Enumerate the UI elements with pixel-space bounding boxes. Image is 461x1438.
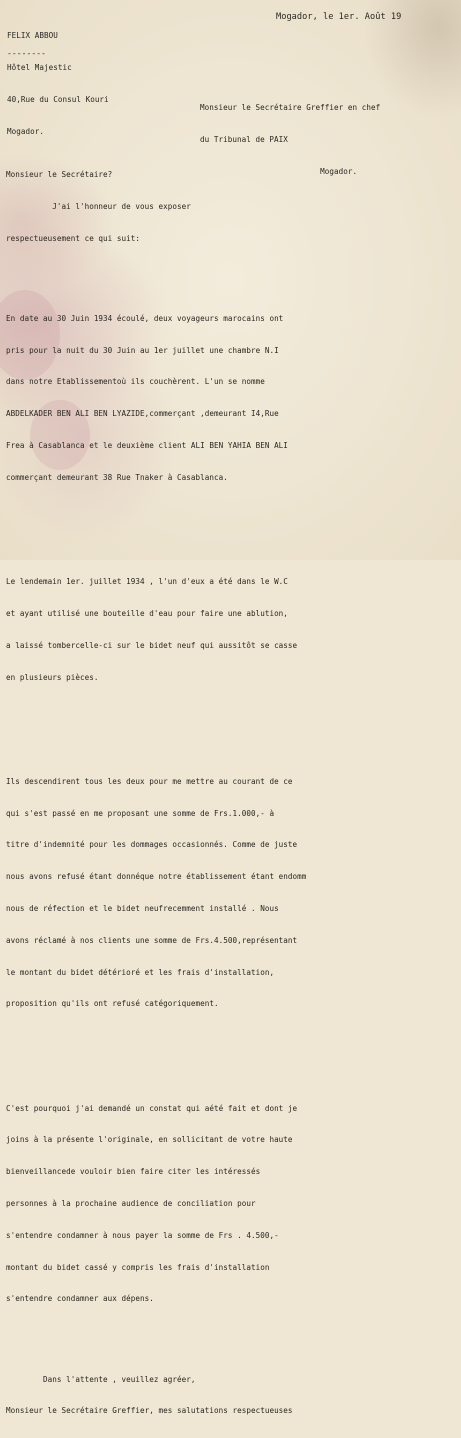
body-line: pris pour la nuit du 30 Juin au 1er juillet une chambre N.I <box>6 345 279 355</box>
sender-name: FELIX ABBOU <box>7 31 58 41</box>
letter-date: Mogador, le 1er. Août 19 <box>276 12 402 22</box>
body-line: nous de réfection et le bidet neufrecemment installé . Nous <box>6 903 279 913</box>
paragraph-2 <box>6 556 306 704</box>
body-line: C'est pourquoi j'ai demandé un constat qui aété fait et dont je <box>6 1103 298 1113</box>
body-line: dans notre Etablissementoù ils couchèrent. L'un se nomme <box>6 377 265 387</box>
body-line: nous avons refusé étant donnéque notre établissement étant endomm <box>6 872 307 882</box>
body-line: Ils descendirent tous les deux pour me mettre au courant de ce <box>6 776 293 786</box>
recipient-line: Monsieur le Secrétaire Greffier en chef <box>200 103 381 113</box>
letter-body <box>6 149 306 1438</box>
intro-line: J'ai l'honneur de vous exposer <box>6 201 191 211</box>
body-line: ABDELKADER BEN ALI BEN LYAZIDE,commerçant ,demeurant I4,Rue <box>6 409 279 419</box>
closing-line: Dans l'attente , veuillez agréer, <box>6 1374 196 1384</box>
body-line: joins à la présente l'originale, en sollicitant de votre haute <box>6 1135 293 1145</box>
sender-address <box>7 10 109 158</box>
sender-hotel: Hôtel Majestic <box>7 62 72 72</box>
body-line: bienveillancede vouloir bien faire citer les intéressés <box>6 1167 261 1177</box>
body-line: s'entendre condamner à nous payer la somme de Frs . 4.500,- <box>6 1230 279 1240</box>
paragraph-1 <box>6 293 306 505</box>
sender-street: 40,Rue du Consul Kouri <box>7 94 109 104</box>
sender-city: Mogador. <box>7 126 44 136</box>
body-line: le montant du bidet détérioré et les frais d'installation, <box>6 967 275 977</box>
body-line: a laissé tombercelle-ci sur le bidet neuf qui aussitôt se casse <box>6 640 298 650</box>
body-line: en plusieurs pièces. <box>6 672 99 682</box>
body-line: proposition qu'ils ont refusé catégoriquement. <box>6 999 219 1009</box>
closing-line: Monsieur le Secrétaire Greffier, mes salutations respectueuses <box>6 1406 293 1416</box>
recipient-line: Mogador. <box>200 166 358 176</box>
salutation: Monsieur le Secrétaire? <box>6 170 113 180</box>
body-line: personnes à la prochaine audience de conciliation pour <box>6 1199 256 1208</box>
body-line: s'entendre condamner aux dépens. <box>6 1294 154 1304</box>
paragraph-4 <box>6 1082 306 1326</box>
sender-separator: -------- <box>7 49 46 58</box>
body-line: qui s'est passé en me proposant une somme de Frs.1.000,- à <box>6 808 275 818</box>
body-line: et ayant utilisé une bouteille d'eau pour faire une ablution, <box>6 608 288 618</box>
body-line: montant du bidet cassé y compris les frais d'installation <box>6 1262 270 1272</box>
body-line: Frea à Casablanca et le deuxième client ALI BEN YAHIA BEN ALI <box>6 441 288 451</box>
body-line: titre d'indemnité pour les dommages occasionnés. Comme de juste <box>6 840 298 850</box>
body-line: En date au 30 Juin 1934 écoulé, deux voyageurs marocains ont <box>6 313 284 323</box>
recipient-line: du Tribunal de PAIX <box>200 134 288 144</box>
body-line: commerçant demeurant 38 Rue Tnaker à Casablanca. <box>6 472 228 482</box>
intro-line: respectueusement ce qui suit: <box>6 233 141 243</box>
body-line: Le lendemain 1er. juillet 1934 , l'un d'eux a été dans le W.C <box>6 577 288 587</box>
body-line: avons réclamé à nos clients une somme de Frs.4.500,représentant <box>6 935 298 945</box>
paragraph-3 <box>6 756 306 1031</box>
